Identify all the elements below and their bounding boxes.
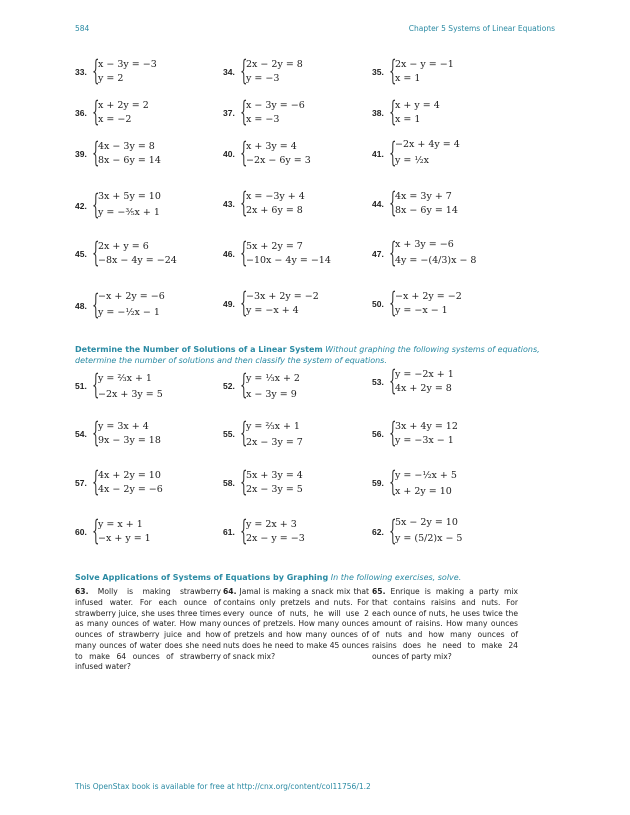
equation-system: { 2x + y = 6 −8x − 4y = −24 (92, 235, 177, 269)
problem-text: Molly is making strawberry infused water. For each ounce of strawberry juice, she uses three times as many ounces of water. How many ounces of strawberry juice and how many ounces of water does she need to make 64 ounces of strawberry infused water? (75, 587, 221, 672)
equation-system: { y = ⅔x + 1 2x − 3y = 7 (240, 415, 303, 449)
equation: 5x − 2y = 10 (395, 517, 458, 528)
equation-system: { 5x − 2y = 10 y = (5/2)x − 5 (389, 513, 463, 547)
exercise (75, 135, 161, 169)
exercise (75, 187, 161, 222)
equation: 4y = −(4/3)x − 8 (395, 254, 477, 266)
chapter-title: Chapter 5 Systems of Linear Equations (408, 24, 555, 33)
page-number: 584 (75, 24, 90, 33)
exercise (372, 464, 457, 499)
section-instructions: In the following exercises, solve. (330, 573, 462, 582)
equation-system: { −x + 2y = −2 y = −x − 1 (389, 285, 462, 319)
equation-system: { −2x + 4y = 4 y = ½x (389, 135, 460, 169)
equation: x − 3y = −6 (246, 100, 305, 111)
exercise (75, 464, 163, 498)
equation: −2x + 3y = 5 (98, 389, 163, 401)
equation-system: { x + 3y = −6 4y = −(4/3)x − 8 (389, 235, 477, 269)
equation: y = (5/2)x − 5 (395, 532, 463, 544)
exercise-number: 48. (75, 300, 87, 311)
equation: −10x − 4y = −14 (246, 254, 331, 266)
exercise (75, 53, 157, 87)
word-problem (372, 587, 518, 662)
equation: x = −2 (98, 113, 132, 125)
equation-system: { y = 2x + 3 2x − y = −3 (240, 513, 305, 547)
exercise (223, 185, 305, 219)
equation-system: { 5x + 2y = 7 −10x − 4y = −14 (240, 235, 331, 269)
exercise (372, 135, 460, 170)
exercise (223, 464, 303, 498)
exercise (75, 235, 177, 269)
equation: y = −x + 4 (246, 304, 299, 316)
exercise (372, 513, 463, 548)
equation: x + 3y = 4 (246, 141, 297, 152)
equation: x + 2y = 10 (395, 486, 452, 498)
equation: −x + 2y = −2 (395, 291, 462, 302)
equation-system: { −x + 2y = −6 y = −½x − 1 (92, 287, 165, 321)
exercise-number: 52. (223, 380, 235, 391)
exercise-number: 47. (372, 248, 384, 259)
exercise (75, 367, 163, 402)
problem-text: Jamal is making a snack mix that contains only pretzels and nuts. For every ounce of nuts, he will use 2 ounces of pretzels. How many ounces of pretzels and how many ounces of nuts does he need to make 45 ounces of snack mix? (223, 587, 369, 661)
exercise-number: 56. (372, 428, 384, 439)
equation: 3x + 4y = 12 (395, 421, 458, 432)
equation-system: { x + y = 4 x = 1 (389, 94, 440, 128)
equation-system: { 3x + 4y = 12 y = −3x − 1 (389, 415, 458, 449)
equation: 2x − y = −1 (395, 59, 454, 70)
equation: y = −x − 1 (395, 304, 448, 316)
exercise-number: 49. (223, 298, 235, 309)
equation: y = 2x + 3 (246, 519, 297, 530)
equation-system: { x − 3y = −6 x = −3 (240, 94, 305, 128)
equation-system: { 3x + 5y = 10 y = −⅗x + 1 (92, 187, 161, 221)
equation: y = −3x − 1 (395, 434, 454, 446)
exercise (223, 285, 319, 319)
section-instructions: Without graphing the following systems of equations, determine the number of solutions and then classify the system of equations. (75, 345, 540, 365)
section-title: Determine the Number of Solutions of a Linear System (75, 345, 323, 354)
word-problem (223, 587, 369, 662)
equation-system: { 5x + 3y = 4 2x − 3y = 5 (240, 464, 303, 498)
equation-system: { x − 3y = −3 y = 2 (92, 53, 157, 87)
equation: x = 1 (395, 72, 421, 84)
exercise (223, 513, 305, 547)
exercise (75, 415, 161, 449)
exercise (372, 53, 454, 87)
equation-system: { x + 3y = 4 −2x − 6y = 3 (240, 135, 311, 169)
equation-system: { y = ⅓x + 2 x − 3y = 9 (240, 367, 300, 401)
equation: y = −½x + 5 (395, 470, 457, 481)
problem-text: Enrique is making a party mix that contains raisins and nuts. For each ounce of nuts, he uses twice the amount of raisins. How many ounces of nuts and how many ounces of raisins does he need to make 24 ounces of party mix? (372, 587, 518, 661)
section-heading (75, 345, 557, 367)
exercise-number: 63. (75, 587, 89, 596)
equation: 2x + 6y = 8 (246, 204, 303, 216)
equation-system: { 4x + 2y = 10 4x − 2y = −6 (92, 464, 163, 498)
exercise-number: 43. (223, 198, 235, 209)
exercise (223, 53, 303, 87)
footer-note: This OpenStax book is available for free at http://cnx.org/content/col11756/1.2 (75, 782, 371, 791)
equation-system: { 4x = 3y + 7 8x − 6y = 14 (389, 185, 458, 219)
equation: x − 3y = 9 (246, 389, 297, 401)
exercise-number: 54. (75, 428, 87, 439)
exercise-number: 62. (372, 526, 384, 537)
exercise (223, 135, 311, 169)
equation-system: { x = −3y + 4 2x + 6y = 8 (240, 185, 305, 219)
section-heading (75, 573, 557, 584)
equation-system: { x + 2y = 2 x = −2 (92, 94, 149, 128)
equation: −2x + 4y = 4 (395, 139, 460, 150)
exercise (223, 367, 300, 402)
equation: y = ⅓x + 2 (246, 373, 300, 384)
exercise (372, 285, 462, 319)
equation: x − 3y = −3 (98, 59, 157, 70)
word-problem (75, 587, 221, 673)
equation: x + y = 4 (395, 100, 440, 111)
exercise (223, 235, 331, 269)
equation: y = −½x − 1 (98, 306, 160, 318)
exercise-number: 42. (75, 200, 87, 211)
equation: 2x − y = −3 (246, 532, 305, 544)
equation: y = −3 (246, 72, 280, 84)
exercise-number: 35. (372, 66, 384, 77)
exercise-number: 57. (75, 477, 87, 488)
equation: y = 3x + 4 (98, 421, 149, 432)
equation: 2x − 3y = 7 (246, 437, 303, 449)
exercise-number: 58. (223, 477, 235, 488)
equation: y = −2x + 1 (395, 369, 454, 380)
exercise-number: 53. (372, 376, 384, 387)
equation-system: { y = −2x + 1 4x + 2y = 8 (389, 363, 454, 397)
exercise-number: 55. (223, 428, 235, 439)
exercise (372, 94, 440, 128)
equation: x = 1 (395, 113, 421, 125)
exercise-number: 37. (223, 107, 235, 118)
exercise-number: 46. (223, 248, 235, 259)
equation: −8x − 4y = −24 (98, 254, 177, 266)
exercise-number: 36. (75, 107, 87, 118)
equation: x + 2y = 2 (98, 100, 149, 111)
exercise-number: 51. (75, 380, 87, 391)
equation: −x + 2y = −6 (98, 291, 165, 302)
exercise-number: 45. (75, 248, 87, 259)
equation-system: { 2x − y = −1 x = 1 (389, 53, 454, 87)
exercise-number: 33. (75, 66, 87, 77)
equation: 2x − 2y = 8 (246, 59, 303, 70)
equation: 5x + 3y = 4 (246, 470, 303, 481)
equation: 4x = 3y + 7 (395, 191, 452, 202)
equation: y = x + 1 (98, 519, 143, 530)
exercise-number: 65. (372, 587, 386, 596)
equation: x + 3y = −6 (395, 239, 454, 250)
exercise (223, 94, 305, 128)
equation: 2x + y = 6 (98, 241, 149, 252)
section-title: Solve Applications of Systems of Equations by Graphing (75, 573, 329, 582)
equation: x = −3 (246, 113, 280, 125)
exercise-number: 50. (372, 298, 384, 309)
equation: 4x − 3y = 8 (98, 141, 155, 152)
equation-system: { y = −½x + 5 x + 2y = 10 (389, 464, 457, 498)
equation: 4x + 2y = 8 (395, 382, 452, 394)
exercise (372, 235, 477, 270)
exercise (372, 185, 458, 219)
exercise-number: 38. (372, 107, 384, 118)
exercise (75, 287, 165, 322)
exercise (75, 94, 149, 128)
equation-system: { 2x − 2y = 8 y = −3 (240, 53, 303, 87)
equation: y = 2 (98, 72, 124, 84)
exercise-number: 34. (223, 66, 235, 77)
equation: −x + y = 1 (98, 532, 151, 544)
equation: 8x − 6y = 14 (98, 154, 161, 166)
equation-system: { y = x + 1 −x + y = 1 (92, 513, 151, 547)
exercise (372, 415, 458, 449)
equation: −2x − 6y = 3 (246, 154, 311, 166)
exercise-number: 44. (372, 198, 384, 209)
equation-system: { 4x − 3y = 8 8x − 6y = 14 (92, 135, 161, 169)
equation: y = −⅗x + 1 (98, 206, 160, 218)
exercise-number: 41. (372, 148, 384, 159)
equation-system: { −3x + 2y = −2 y = −x + 4 (240, 285, 319, 319)
exercise-number: 39. (75, 148, 87, 159)
equation: x = −3y + 4 (246, 191, 305, 202)
equation: 2x − 3y = 5 (246, 483, 303, 495)
equation: 8x − 6y = 14 (395, 204, 458, 216)
exercise-number: 60. (75, 526, 87, 537)
exercise (75, 513, 151, 547)
exercise-number: 64. (223, 587, 237, 596)
equation: −3x + 2y = −2 (246, 291, 319, 302)
equation: 9x − 3y = 18 (98, 434, 161, 446)
equation-system: { y = ⅔x + 1 −2x + 3y = 5 (92, 367, 163, 401)
equation: y = ⅔x + 1 (98, 373, 152, 384)
equation: 4x − 2y = −6 (98, 483, 163, 495)
exercise-number: 59. (372, 477, 384, 488)
equation: 4x + 2y = 10 (98, 470, 161, 481)
exercise-number: 61. (223, 526, 235, 537)
equation: 3x + 5y = 10 (98, 191, 161, 202)
equation-system: { y = 3x + 4 9x − 3y = 18 (92, 415, 161, 449)
exercise (223, 415, 303, 450)
exercise (372, 363, 454, 397)
exercise-number: 40. (223, 148, 235, 159)
equation: y = ⅔x + 1 (246, 421, 300, 432)
equation: y = ½x (395, 154, 429, 166)
equation: 5x + 2y = 7 (246, 241, 303, 252)
